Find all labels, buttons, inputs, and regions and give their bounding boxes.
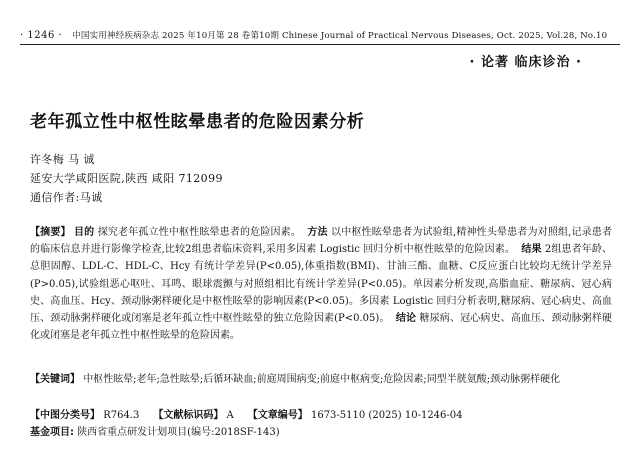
affiliation: 延安大学咸阳医院,陕西 咸阳 712099 <box>30 172 223 185</box>
funding-text: 陕西省重点研发计划项目(编号:2018SF-143) <box>77 427 280 438</box>
purpose-label: 目的 <box>74 227 95 238</box>
corresponding-author: 通信作者:马诚 <box>30 191 103 204</box>
keywords <box>30 372 612 389</box>
clc-value: R764.3 <box>103 410 140 421</box>
purpose-text: 探究老年孤立性中枢性眩晕患者的危险因素。 <box>97 227 301 238</box>
result-label: 结果 <box>521 244 542 256</box>
article-title: 老年孤立性中枢性眩晕患者的危险因素分析 <box>30 112 365 132</box>
result-text: 2组患者年龄、总胆固醇、LDL-C、HDL-C、Hcy 有统计学差异(P<0.05),体重指数(BMI)、甘油三酯、血糖、C反应蛋白比较均无统计学差异(P>0.05),试验组恶心呕吐、耳鸣、眼球震颤与对照组相比有统计学差异(P<0.05)。单因素分析发现,高脂血症、糖尿病、冠心病史、高血压、Hcy、颈动脉粥样硬化是中枢性眩晕的影响因素(P<0.05)。多因素 Logistic 回归分析表明,糖尿病、冠心病史、高血压、颈动脉粥样硬化或闭塞是老年孤立性中枢性眩晕的独立危险因素(P<0.05)。 <box>30 244 613 325</box>
method-label: 方法 <box>307 227 328 238</box>
running-header <box>20 26 620 45</box>
page-number: · 1246 · <box>20 29 63 41</box>
doc-code-value: A <box>226 410 234 421</box>
conclusion-text: 糖尿病、冠心病史、高血压、颈动脉粥样硬化或闭塞是老年孤立性中枢性眩晕的危险因素。 <box>30 313 613 342</box>
method-text: 以中枢性眩晕患者为试验组,精神性头晕患者为对照组,记录患者的临床信息并进行影像学检查,比较2组患者临床资料,采用多因素 Logistic 回归分析中枢性眩晕的危险因素。 <box>30 227 613 256</box>
clc-label: 【中图分类号】 <box>30 410 100 421</box>
article-number-label: 【文章编号】 <box>247 410 308 421</box>
article-number-value: 1673-5110 (2025) 10-1246-04 <box>310 410 463 421</box>
conclusion-label: 结论 <box>395 313 417 325</box>
column-label: · 论著 临床诊治 · <box>469 55 582 70</box>
doc-code-label: 【文献标识码】 <box>153 410 224 421</box>
keywords-label: 【关键词】 <box>30 374 80 385</box>
keywords-text: 中枢性眩晕;老年;急性眩晕;后循环缺血;前庭周围病变;前庭中枢病变;危险因素;同型半胱氨酸;颈动脉粥样硬化 <box>83 374 561 385</box>
journal-info: 中国实用神经疾病杂志 2025 年10月第 28 卷第10期 Chinese Journal of Practical Nervous Diseases, Oct. 2025, Vol.28, No.10 <box>72 31 608 41</box>
classification-line <box>30 406 612 421</box>
funding <box>30 423 280 438</box>
funding-label: 基金项目: <box>30 427 74 438</box>
abstract <box>30 224 612 344</box>
authors: 许冬梅 马 诚 <box>30 153 95 166</box>
abstract-label: 【摘要】 <box>30 227 71 238</box>
